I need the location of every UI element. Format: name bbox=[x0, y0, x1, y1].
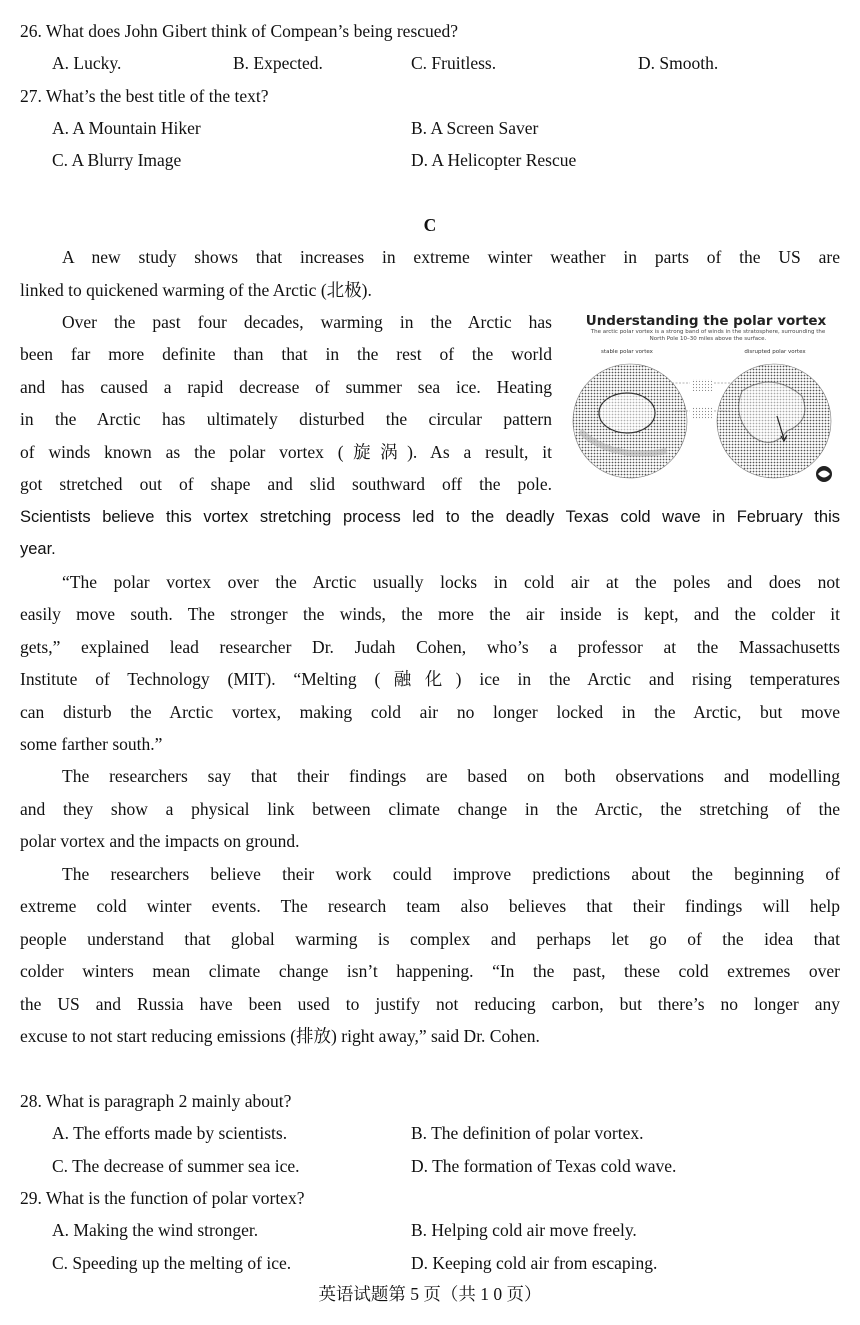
paragraph-1-line: A new study shows that increases in extreme winter weather in parts of the US are bbox=[62, 247, 840, 267]
paragraph-1-line: linked to quickened warming of the Arctic (北极). bbox=[20, 280, 372, 300]
q28-option-b: B. The definition of polar vortex. bbox=[411, 1123, 644, 1143]
paragraph-3-line: “The polar vortex over the Arctic usually locks in cold air at the poles and does not bbox=[62, 572, 840, 592]
q28-option-d: D. The formation of Texas cold wave. bbox=[411, 1156, 677, 1176]
question-29-stem: 29. What is the function of polar vortex? bbox=[20, 1188, 305, 1208]
q26-option-a: A. Lucky. bbox=[52, 53, 122, 73]
polar-vortex-figure bbox=[572, 311, 840, 486]
paragraph-2-line: in the Arctic has ultimately disturbed the circular pattern bbox=[20, 409, 552, 429]
paragraph-2-line: year. bbox=[20, 540, 56, 558]
paragraph-5-line: people understand that global warming is complex and perhaps let go of the idea that bbox=[20, 929, 840, 949]
paragraph-4-line: polar vortex and the impacts on ground. bbox=[20, 831, 300, 851]
stable-vortex-label: stable polar vortex bbox=[601, 349, 653, 355]
q29-option-b: B. Helping cold air move freely. bbox=[411, 1220, 637, 1240]
page-footer: 英语试题第 5 页（共 1 0 页） bbox=[318, 1284, 542, 1304]
paragraph-5-line: excuse to not start reducing emissions (排放) right away,” said Dr. Cohen. bbox=[20, 1026, 540, 1046]
q26-option-c: C. Fruitless. bbox=[411, 53, 497, 73]
paragraph-3-line: easily move south. The stronger the winds, the more the air inside is kept, and the colder it bbox=[20, 604, 840, 624]
q26-option-b: B. Expected. bbox=[233, 53, 323, 73]
figure-title: Understanding the polar vortex bbox=[585, 313, 827, 329]
paragraph-3-line: some farther south.” bbox=[20, 734, 163, 754]
paragraph-3-line: gets,” explained lead researcher Dr. Judah Cohen, who’s a professor at the Massachusetts bbox=[20, 637, 840, 657]
figure-caption: The arctic polar vortex is a strong band of winds in the stratosphere, surrounding the North Pole 10–30 miles above the surface. bbox=[590, 329, 826, 342]
paragraph-2-line: Scientists believe this vortex stretching process led to the deadly Texas cold wave in February this bbox=[20, 508, 840, 526]
paragraph-2-line: Over the past four decades, warming in the Arctic has bbox=[62, 312, 552, 332]
question-26-stem: 26. What does John Gibert think of Compean’s being rescued? bbox=[20, 21, 459, 41]
paragraph-4-line: The researchers say that their findings are based on both observations and modelling bbox=[62, 766, 840, 786]
paragraph-5-line: The researchers believe their work could improve predictions about the beginning of bbox=[62, 864, 840, 884]
paragraph-4-line: and they show a physical link between climate change in the Arctic, the stretching of the bbox=[20, 799, 840, 819]
q29-option-a: A. Making the wind stronger. bbox=[52, 1220, 259, 1240]
q28-option-c: C. The decrease of summer sea ice. bbox=[52, 1156, 300, 1176]
paragraph-2-line: and has caused a rapid decrease of summer sea ice. Heating bbox=[20, 377, 552, 397]
paragraph-3-line: can disturb the Arctic vortex, making cold air no longer locked in the Arctic, but move bbox=[20, 702, 840, 722]
paragraph-5-line: the US and Russia have been used to justify not reducing carbon, but there’s no longer any bbox=[20, 994, 840, 1014]
paragraph-2-line: been far more definite than that in the rest of the world bbox=[20, 344, 552, 364]
section-heading: C bbox=[423, 215, 437, 235]
q29-option-d: D. Keeping cold air from escaping. bbox=[411, 1253, 658, 1273]
polar-vortex-illustration bbox=[572, 311, 840, 486]
paragraph-2-line: of winds known as the polar vortex (旋涡). As a result, it bbox=[20, 442, 552, 462]
question-27-stem: 27. What’s the best title of the text? bbox=[20, 86, 269, 106]
paragraph-5-line: colder winters mean climate change isn’t happening. “In the past, these cold extremes over bbox=[20, 961, 840, 981]
q27-option-c: C. A Blurry Image bbox=[52, 150, 182, 170]
q27-option-d: D. A Helicopter Rescue bbox=[411, 150, 577, 170]
disrupted-vortex-label: disrupted polar vortex bbox=[744, 349, 806, 355]
paragraph-3-line: Institute of Technology (MIT). “Melting (融化) ice in the Arctic and rising temperatures bbox=[20, 669, 840, 689]
q29-option-c: C. Speeding up the melting of ice. bbox=[52, 1253, 292, 1273]
q26-option-d: D. Smooth. bbox=[638, 53, 719, 73]
paragraph-5-line: extreme cold winter events. The research team also believes that their findings will help bbox=[20, 896, 840, 916]
q28-option-a: A. The efforts made by scientists. bbox=[52, 1123, 288, 1143]
q27-option-a: A. A Mountain Hiker bbox=[52, 118, 201, 138]
paragraph-2-line: got stretched out of shape and slid southward off the pole. bbox=[20, 474, 552, 494]
question-28-stem: 28. What is paragraph 2 mainly about? bbox=[20, 1091, 292, 1111]
q27-option-b: B. A Screen Saver bbox=[411, 118, 539, 138]
